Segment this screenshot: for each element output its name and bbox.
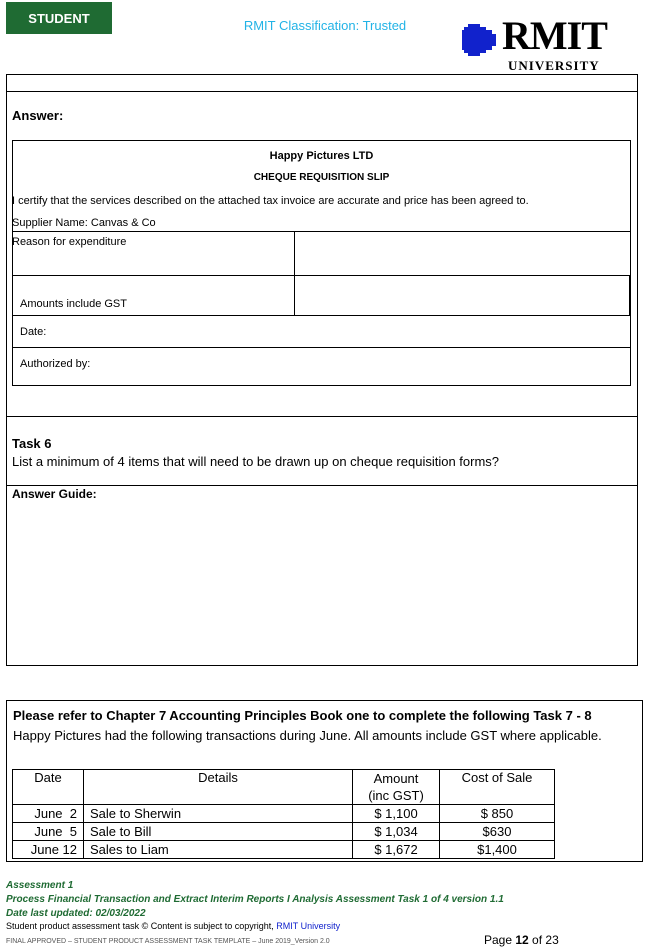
cell-amount: $ 1,100: [353, 805, 440, 823]
slip-title: CHEQUE REQUISITION SLIP: [253, 172, 390, 183]
cell-cost: $ 850: [440, 805, 555, 823]
rmit-link[interactable]: RMIT University: [276, 921, 341, 931]
task6-question: List a minimum of 4 items that will need to be drawn up on cheque requisition forms?: [12, 454, 500, 469]
table-row: [13, 841, 555, 859]
table-row: [13, 823, 555, 841]
company-name: Happy Pictures LTD: [269, 150, 374, 162]
col-date: Date: [13, 770, 84, 805]
logo-wordmark: RMIT: [502, 13, 607, 58]
classification-label: RMIT Classification: Trusted: [243, 18, 407, 33]
footer-unit: Process Financial Transaction and Extract Interim Reports I Analysis Assessment Task 1 of 4 version 1.1: [6, 894, 504, 905]
transactions-table: [12, 769, 555, 859]
cell-amount: $ 1,672: [353, 841, 440, 859]
col-details: Details: [84, 770, 353, 805]
col-cost: Cost of Sale: [440, 770, 555, 805]
table-header-row: [13, 770, 555, 805]
cell-amount: $ 1,034: [353, 823, 440, 841]
answer-label: Answer:: [12, 108, 64, 123]
cell-details: Sales to Liam: [84, 841, 353, 859]
cell-date: June 2: [13, 805, 84, 823]
footer-template: FINAL APPROVED – STUDENT PRODUCT ASSESSMENT TASK TEMPLATE – June 2019_Version 2.0: [6, 938, 330, 945]
table-row: [13, 805, 555, 823]
task7-intro: Happy Pictures had the following transactions during June. All amounts include GST where applicable.: [13, 728, 602, 743]
authorized-label: Authorized by:: [20, 358, 91, 370]
date-label: Date:: [20, 326, 47, 338]
page-number: Page 12 of 23: [484, 933, 559, 947]
task7-heading: Please refer to Chapter 7 Accounting Principles Book one to complete the following Task 7 - 8: [13, 708, 592, 723]
student-tag: STUDENT: [6, 2, 112, 34]
col-amount: Amount (inc GST): [353, 770, 440, 805]
cell-details: Sale to Sherwin: [84, 805, 353, 823]
reason-label: Reason for expenditure: [12, 236, 127, 248]
answer-guide-label: Answer Guide:: [12, 487, 97, 501]
amounts-label: Amounts include GST: [20, 298, 127, 310]
certify-statement: I certify that the services described on the attached tax invoice are accurate and price has been agreed to.: [12, 195, 529, 207]
supplier-name: Supplier Name: Canvas & Co: [12, 217, 156, 229]
cell-date: June 12: [13, 841, 84, 859]
task6-title: Task 6: [12, 436, 52, 451]
cell-date: June 5: [13, 823, 84, 841]
footer-copyright: Student product assessment task © Content is subject to copyright, RMIT University: [6, 921, 341, 931]
rmit-pixel-icon: [462, 24, 500, 56]
logo-subtitle: UNIVERSITY: [508, 58, 600, 73]
cell-details: Sale to Bill: [84, 823, 353, 841]
footer-assessment: Assessment 1: [6, 880, 74, 891]
cell-cost: $1,400: [440, 841, 555, 859]
cell-cost: $630: [440, 823, 555, 841]
rmit-logo: [462, 13, 612, 76]
footer-updated: Date last updated: 02/03/2022: [6, 908, 146, 919]
